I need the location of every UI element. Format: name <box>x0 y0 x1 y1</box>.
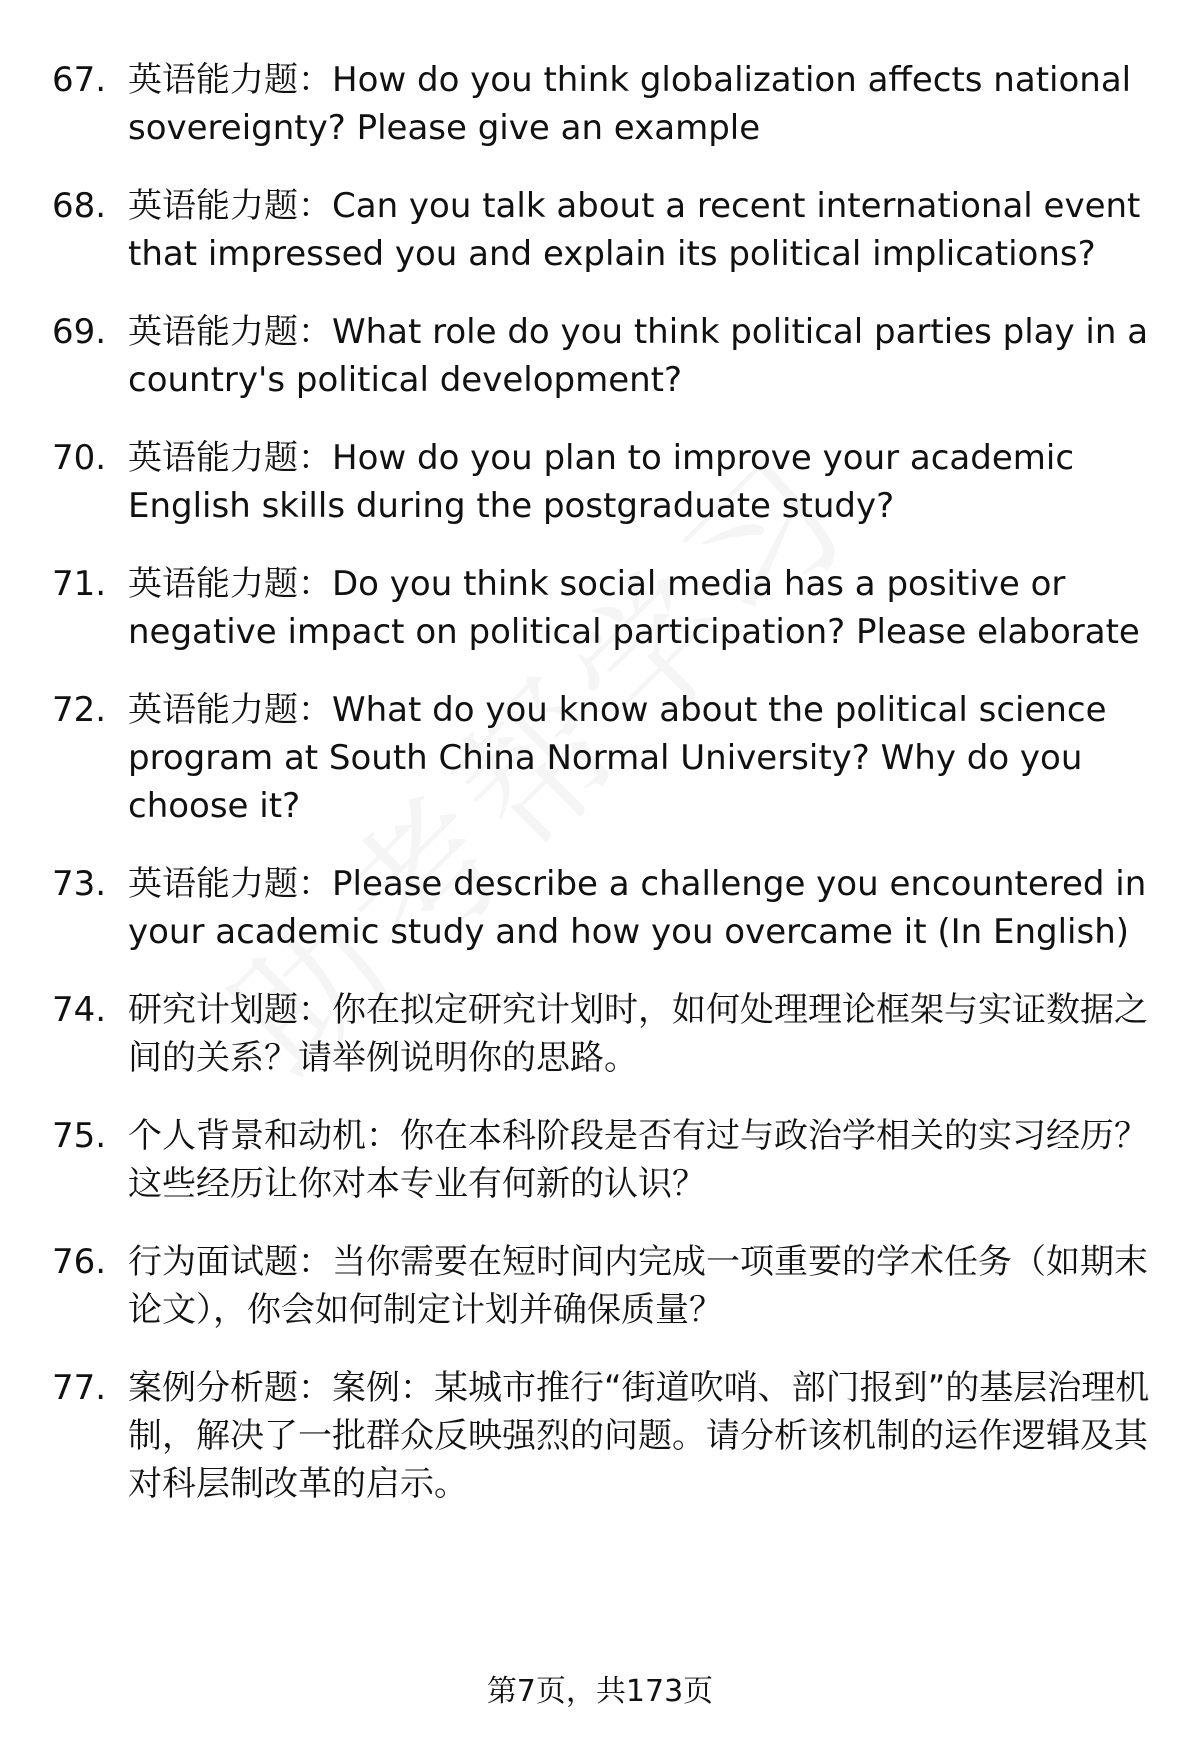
question-item <box>52 56 1162 152</box>
question-text: 案例分析题：案例：某城市推行“街道吹哨、部门报到”的基层治理机制，解决了一批群众反映强烈的问题。请分析该机制的运作逻辑及其对科层制改革的启示。 <box>128 1368 1150 1504</box>
question-item <box>52 860 1162 956</box>
question-item <box>52 1364 1162 1508</box>
question-text: 个人背景和动机：你在本科阶段是否有过与政治学相关的实习经历？这些经历让你对本专业有何新的认识？ <box>128 1116 1148 1204</box>
question-number: 68. <box>52 186 107 226</box>
question-text: 英语能力题：How do you plan to improve your academic English skills during the postgraduate study? <box>128 438 1075 526</box>
question-item <box>52 1238 1162 1334</box>
question-text: 英语能力题：What role do you think political parties play in a country's political development? <box>128 312 1149 400</box>
question-item <box>52 308 1162 404</box>
question-text: 英语能力题：Please describe a challenge you encountered in your academic study and how you overcame it (In English) <box>128 864 1147 952</box>
question-text: 行为面试题：当你需要在短时间内完成一项重要的学术任务（如期末论文），你会如何制定计划并确保质量？ <box>128 1242 1148 1330</box>
question-number: 72. <box>52 690 107 730</box>
question-item <box>52 1112 1162 1208</box>
question-number: 76. <box>52 1242 107 1282</box>
question-number: 73. <box>52 864 107 904</box>
question-text: 研究计划题：你在拟定研究计划时，如何处理理论框架与实证数据之间的关系？请举例说明你的思路。 <box>128 990 1148 1078</box>
question-number: 77. <box>52 1368 107 1408</box>
question-item <box>52 560 1162 656</box>
question-number: 67. <box>52 60 107 100</box>
question-text: 英语能力题：How do you think globalization affects national sovereignty? Please give an example <box>128 60 1132 148</box>
question-number: 75. <box>52 1116 107 1156</box>
question-list <box>52 56 1162 1538</box>
question-number: 69. <box>52 312 107 352</box>
question-text: 英语能力题：What do you know about the political science program at South China Normal University? Why do you choose it? <box>128 690 1107 826</box>
question-text: 英语能力题：Do you think social media has a positive or negative impact on political participation? Please elaborate <box>128 564 1140 652</box>
question-number: 71. <box>52 564 107 604</box>
question-number: 74. <box>52 990 107 1030</box>
question-item <box>52 686 1162 830</box>
question-text: 英语能力题：Can you talk about a recent international event that impressed you and explain its political implications? <box>128 186 1141 274</box>
question-item <box>52 182 1162 278</box>
question-item <box>52 434 1162 530</box>
page-footer: 第7页，共173页 <box>486 1674 714 1709</box>
question-number: 70. <box>52 438 107 478</box>
question-item <box>52 986 1162 1082</box>
